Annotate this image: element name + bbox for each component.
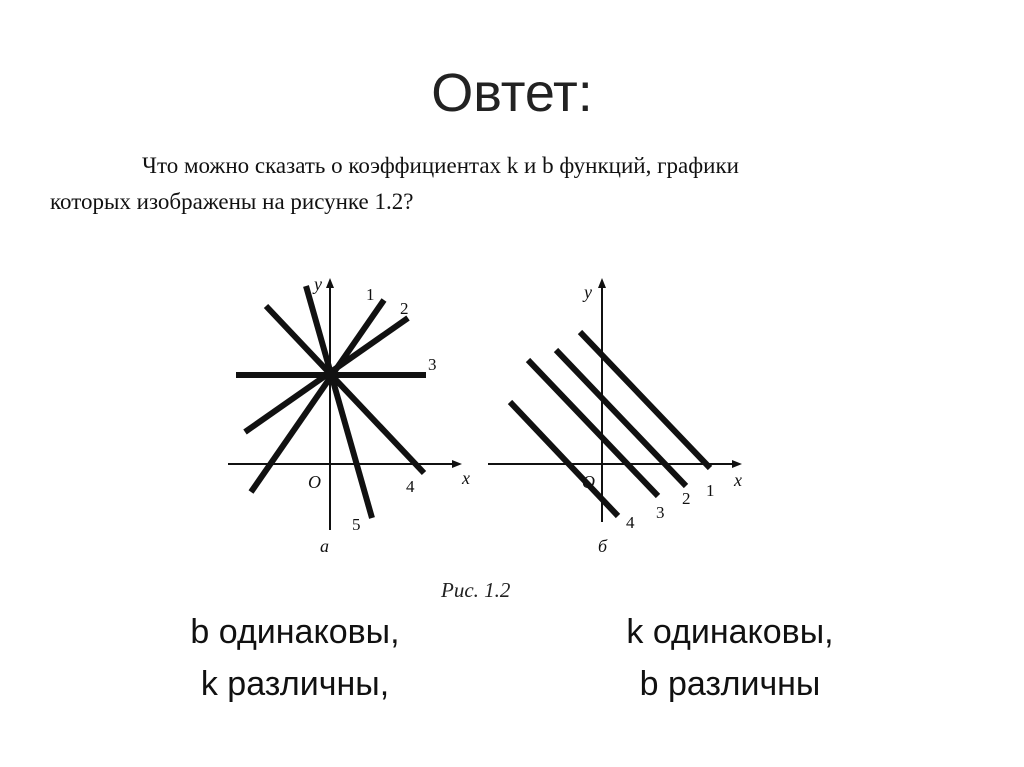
answer-right-line-1: k одинаковы, <box>626 613 834 651</box>
panel-label-a: а <box>320 536 329 556</box>
line-label-a-3: 3 <box>428 355 437 374</box>
origin-label-a: O <box>308 472 321 492</box>
line-label-a-2: 2 <box>400 299 409 318</box>
x-axis-label-b: x <box>734 470 742 490</box>
line-label-b-2: 2 <box>682 489 691 508</box>
answer-left-line-2: k различны, <box>200 665 390 703</box>
y-axis-label-b: y <box>584 282 592 302</box>
line-label-b-3: 3 <box>656 503 665 522</box>
panel-a <box>228 274 470 556</box>
y-axis-label-a: y <box>314 274 322 294</box>
panel-b <box>488 278 742 556</box>
y-axis-arrow-b <box>598 278 606 288</box>
line-label-b-1: 1 <box>706 481 715 500</box>
question-text <box>50 148 930 220</box>
question-line-1: Что можно сказать о коэффициентах k и b функций, графики <box>142 153 739 178</box>
answer-right-line-2: b различны <box>639 665 821 703</box>
line-label-a-5: 5 <box>352 515 361 534</box>
panel-label-b: б <box>598 536 608 556</box>
line-label-b-4: 4 <box>626 513 635 532</box>
line-b-2 <box>556 350 686 486</box>
line-label-a-4: 4 <box>406 477 415 496</box>
line-a-4 <box>266 306 424 473</box>
line-label-a-1: 1 <box>366 285 375 304</box>
answer-right <box>560 606 900 710</box>
figure-1-2 <box>0 260 1024 580</box>
x-axis-arrow-b <box>732 460 742 468</box>
figure-caption: Рис. 1.2 <box>441 578 511 602</box>
origin-label-b: O <box>582 472 595 492</box>
answer-left <box>130 606 460 710</box>
line-b-1 <box>580 332 710 468</box>
x-axis-arrow-a <box>452 460 462 468</box>
y-axis-arrow-a <box>326 278 334 288</box>
answer-left-line-1: b одинаковы, <box>190 613 400 651</box>
question-line-2: которых изображены на рисунке 1.2? <box>50 189 414 214</box>
intersection-point-a <box>324 369 336 381</box>
slide-title: Овтет: <box>431 63 593 123</box>
x-axis-label-a: x <box>462 468 470 488</box>
